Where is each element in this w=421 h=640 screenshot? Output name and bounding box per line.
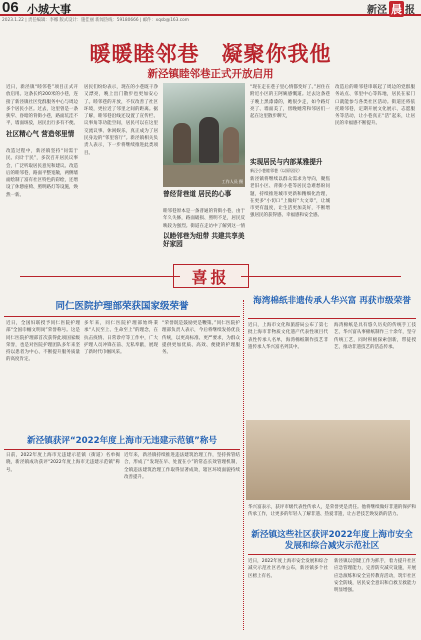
story-d-text2: 新泾镇以创建工作为抓手，着力提升社区应急管理能力，完善防灾减灾设施，开展应急演练和安全宣传教育活动，筑牢社区安全防线，居民安全意识和自救互救能力明显增强。 [334,559,416,594]
lead-col4-text: “现在走在巷子里心情都变好了。”居住在附近小区的王阿姨感慨道。过去这条巷子晚上黑漆漆的，她很少走，如今路灯亮了、墙面美了，傍晚她常和邻居们一起在这里散步聊天， [250,85,330,120]
story-c-headline: 新泾镇获评“2022年度上海市无违建示范镇”称号 [27,436,217,446]
lead-headline: 暖暖睦邻巷 凝聚你我他 [89,41,332,66]
lead-col4-subhead: 实现居民与内部某雅提升 [250,158,323,166]
lead-col3-subhead1: 曾经背巷道 居民的心事 [163,190,232,198]
lead-col4-text2: 新泾镇将继续以群众需求为导向，聚焦老旧小区、背街小巷等居民急难愁盼问题，持续推进城市更新和精细化治理，在更多“小切口”上做好“大文章”，让城市更有温度，让生活更加美好，不断增强居民的获得感、幸福感和安全感。 [250,177,330,219]
story-c-text1: 日前，2022年度上海市无违建示范镇（街道）名单揭晓，新泾镇成功获评“2022年度上海市无违建示范镇”称号。 [6,453,120,473]
page-number: 06 [2,0,19,16]
story-b-text2: 海湾棉纸是具有悠久历史的传统手工技艺，华兴富从事棉纸制作三十余年，坚守传统工艺，同时积极探索创新，带徒授艺，推动非遗技艺的活态传承。 [334,323,416,350]
story-a-text1: 近日，全国妇联授予同仁医院护理部“全国巾帼文明岗”荣誉称号。这是同仁医院护理部首次获得此项国家级荣誉，也是对医院护理团队多年来坚持以患者为中心、不断提升服务质量的高度肯定。 [6,321,80,363]
lead-photo [163,83,245,187]
lead-col1-text: 近日，新泾镇“睦邻巷”项目正式开放启用。这条长约200米的小巷，连接了新泾镇社区党群服务中心与周边多个居民小区。过去，这里曾是一条狭窄、昏暗的背街小巷，路面坑洼不平，墙面斑驳，居民出行多有不便。 [6,85,78,127]
lead-col3-text1: 睦邻巷原本是一条普通的背街小巷，由于年久失修，路面破损、照明不足，居民反映较为强烈。街道在走访中了解到这一情 [163,209,245,229]
story-a-text2: 多年来，同仁医院护理部始终秉承“人民至上、生命至上”的理念，在抗击疫情、日常诊疗等工作中，广大护理人员冲锋在前、无私奉献，展现了新时代巾帼风采。 [84,321,158,356]
lead-subheadline: 新泾镇睦邻巷正式开放启用 [147,68,274,80]
dateline: 2023.1.22 | 责任编辑：李娜 版式设计：施佳丽 新闻热线：59180666 | 邮件：xqsb@163.com [2,18,189,23]
story-c-text2: 近年来，新泾镇持续推进违法建筑治理工作，坚持拆管结合，形成了“发现在早、处置在小”的常态长效管理机制，全镇违法建筑治理工作取得显著成效，辖区环境面貌持续改善提升。 [124,453,240,480]
band-label: 喜报 [173,264,249,288]
column-divider [243,300,244,630]
story-b-photo [246,420,410,500]
lead-col3-text2: 改造后的睦邻巷串联起了周边的党群服务站点、邻里中心等阵地，居民在家门口就能参与各类社区活动。街道还将依托睦邻巷，定期开展文化展示、志愿服务等活动，让小巷真正“活”起来，让居民的幸福感不断提升。 [335,85,415,127]
story-d-headline: 新泾镇这些社区获评2022年度上海市安全发展和综合减灾示范社区 [251,530,413,551]
story-a-headline: 同仁医院护理部荣获国家级荣誉 [55,301,189,312]
story-b-text3: 华兴富表示，获评市级代表性传承人，是荣誉更是责任。他将继续做好非遗的保护和传承工作，让更多的年轻人了解非遗、热爱非遗，让古老技艺焕发新的活力。 [248,505,416,518]
lead-col1-subhead: 社区精心气 营造邻里情 [6,130,75,138]
photo-caption: 工作人员 摄 [221,179,243,184]
story-b-text1: 近日，上海市文化和旅游局公布了第七批上海市非物质文化遗产代表性项目代表性传承人名单，海湾棉纸制作技艺非遗传承人华兴富名列其中。 [248,323,328,350]
newspaper-logo: 新泾 晨 报 [367,2,415,16]
lead-col2-text: 居民们纷纷表示，现在的小巷既干净又漂亮，晚上出门散步也更加安心了。睦邻巷的开放，不仅改善了社区环境，更拉近了邻里之间的距离。据了解，睦邻巷沿线还设置了宣传栏、议事角等功能空间，居民可以在这里交流议事、休闲娱乐，真正成为了居民身边的“邻里客厅”。新泾镇相关负责人表示，下一步将继续推进此类项目。 [84,85,158,156]
lead-col3-subhead2: 以睦邻巷为纽带 共建共享美好家园 [163,232,245,248]
lead-col1-text2: 改造过程中，新泾镇坚持“问需于民、问计于民”，多次召开居民议事会，广泛听取居民意见和建议。改造后的睦邻巷，路面平整宽敞，两侧墙面绘制了富有社区特色的彩绘，还增设了休憩座椅、照明路灯等设施，焕然一新。 [6,149,78,198]
masthead [0,0,421,16]
story-b-headline: 海湾棉纸非遗传承人华兴富 再获市级荣誉 [253,296,411,306]
story-d-text1: 近日，2022年度上海市安全发展和综合减灾示范社区名单公布，新泾镇多个社区榜上有名。 [248,559,328,579]
lead-col4-subhead-note: 新泾小巷睦邻巷（以原居民） [250,168,302,173]
celebration-band [0,262,421,290]
story-a-text3: “荣誉既是鼓励更是鞭策。”同仁医院护理部负责人表示，今后将继续发扬优良传统，以更高标准、更严要求，为群众提供更加优质、高效、便捷的护理服务。 [162,321,240,356]
section-title: 小城大事 [27,3,71,16]
